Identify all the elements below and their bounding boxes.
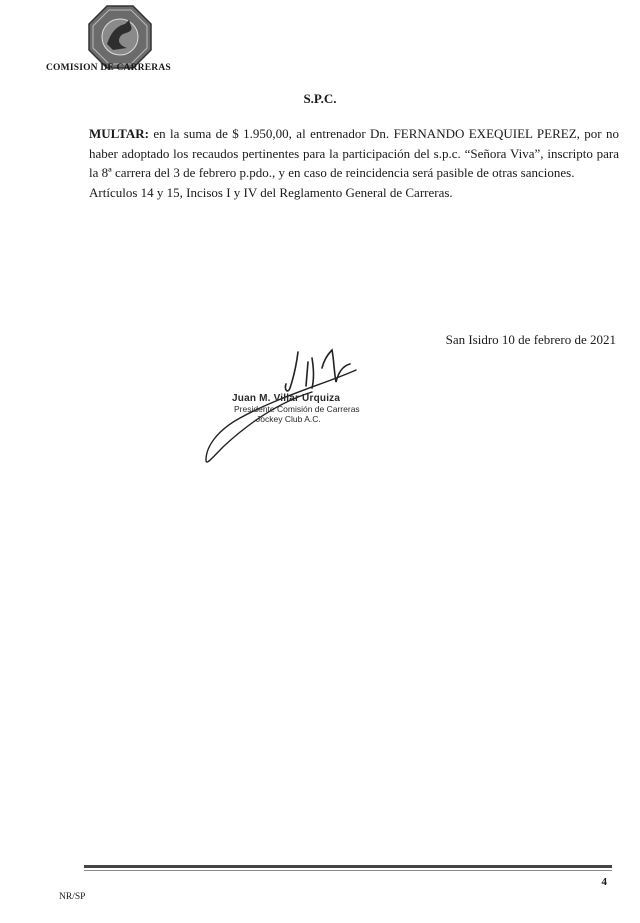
footer-rule-thin [84,870,612,871]
signature-stamp [232,393,360,424]
articles-reference: Artículos 14 y 15, Incisos I y IV del Reglamento General de Carreras. [89,184,453,200]
signer-role: Presidente Comisión de Carreras [234,404,360,414]
footer-rule [84,865,612,868]
place-date: San Isidro 10 de febrero de 2021 [445,332,616,347]
page-number: 4 [601,876,607,888]
organization-name: COMISION DE CARRERAS [46,63,171,73]
club-seal-logo [87,4,153,70]
resolution-text [89,124,619,202]
resolution-keyword: MULTAR: [89,126,149,141]
resolution-body: en la suma de $ 1.950,00, al entrenador Dn. FERNANDO EXEQUIEL PEREZ, por no haber adoptado los recaudos pertinentes para la participación del s.p.c. “Señora Viva”, inscripto para la 8ª carrera del 3 de febrero p.pdo., y en caso de reincidencia será pasible de otras sanciones. [89,126,619,180]
resolution-paragraph [89,124,619,183]
signer-name: Juan M. Villar Urquiza [232,393,341,404]
signer-club: Jockey Club A.C. [256,414,321,424]
author-initials: NR/SP [59,892,86,902]
document-title: S.P.C. [303,91,337,106]
